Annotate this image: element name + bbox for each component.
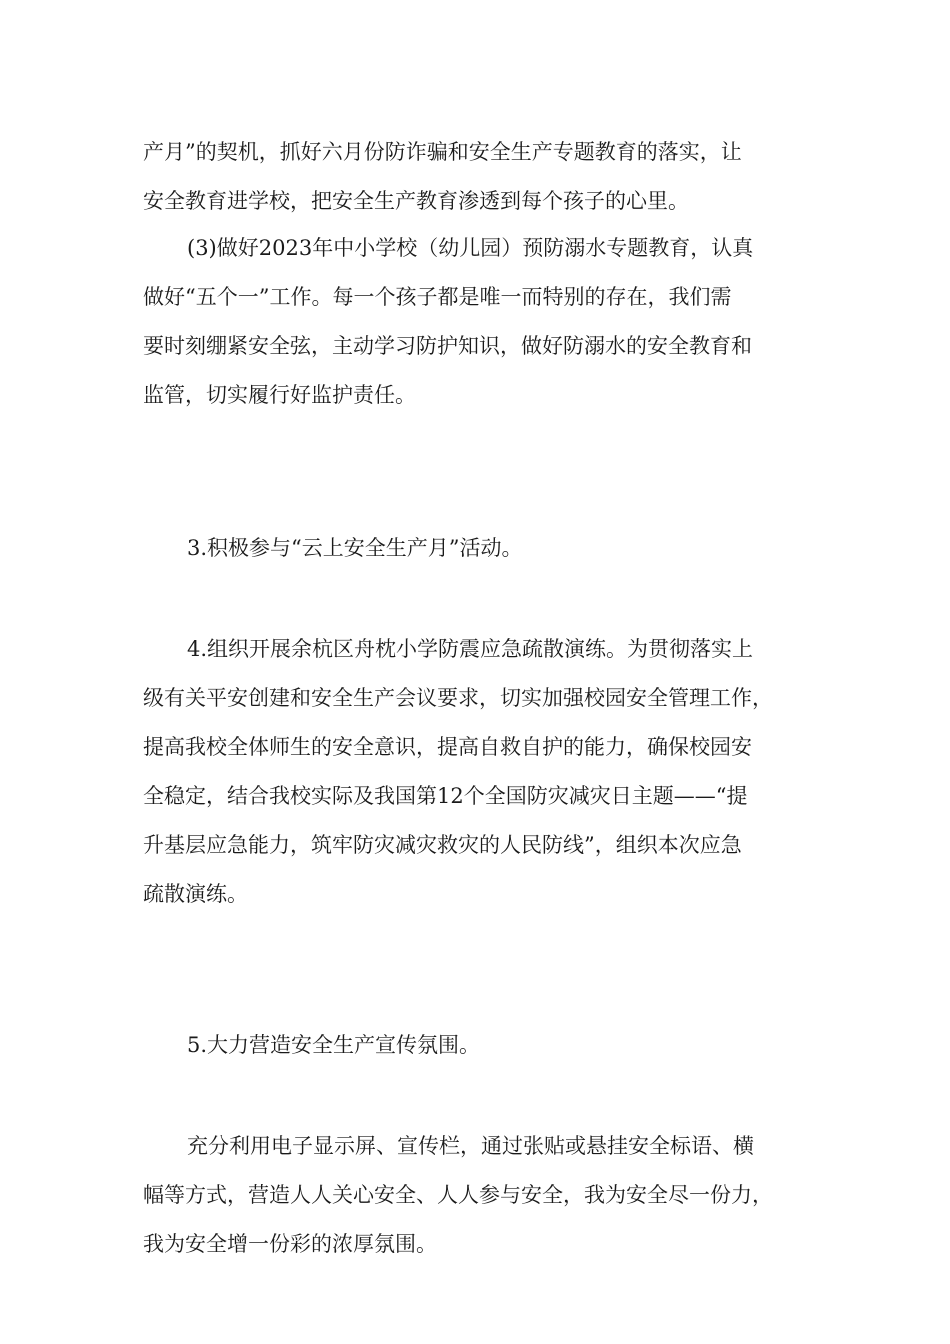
text-line: 4.组织开展余杭区舟枕小学防震应急疏散演练。为贯彻落实上 <box>187 637 754 661</box>
text-line: 安全教育进学校，把安全生产教育渗透到每个孩子的心里。 <box>143 189 689 213</box>
text-line: 提高我校全体师生的安全意识，提高自救自护的能力，确保校园安 <box>143 735 752 759</box>
text-line: 升基层应急能力，筑牢防灾减灾救灾的人民防线”，组织本次应急 <box>143 833 742 857</box>
text-line: 3.积极参与“云上安全生产月”活动。 <box>187 536 523 560</box>
text-line: 我为安全增一份彩的浓厚氛围。 <box>143 1232 437 1256</box>
text-line: (3)做好2023年中小学校（幼儿园）预防溺水专题教育，认真 <box>187 236 754 260</box>
text-line: 做好“五个一”工作。每一个孩子都是唯一而特别的存在，我们需 <box>143 285 732 309</box>
text-line: 级有关平安创建和安全生产会议要求，切实加强校园安全管理工作， <box>143 686 773 710</box>
text-line: 5.大力营造安全生产宣传氛围。 <box>187 1033 481 1057</box>
text-line: 要时刻绷紧安全弦，主动学习防护知识，做好防溺水的安全教育和 <box>143 334 752 358</box>
text-line: 疏散演练。 <box>143 882 248 906</box>
paragraph-section-3 <box>143 524 833 573</box>
paragraph-continuation <box>143 128 833 226</box>
text-line: 监管，切实履行好监护责任。 <box>143 383 416 407</box>
text-line: 充分利用电子显示屏、宣传栏，通过张贴或悬挂安全标语、横 <box>187 1134 754 1158</box>
paragraph-item-3 <box>143 224 833 420</box>
text-line: 产月”的契机，抓好六月份防诈骗和安全生产专题教育的落实，让 <box>143 140 742 164</box>
paragraph-body <box>143 1122 833 1269</box>
paragraph-section-5 <box>143 1021 833 1070</box>
paragraph-section-4 <box>143 625 833 919</box>
text-line: 幅等方式，营造人人关心安全、人人参与安全，我为安全尽一份力， <box>143 1183 773 1207</box>
text-line: 全稳定，结合我校实际及我国第12个全国防灾减灾日主题——“提 <box>143 784 748 808</box>
